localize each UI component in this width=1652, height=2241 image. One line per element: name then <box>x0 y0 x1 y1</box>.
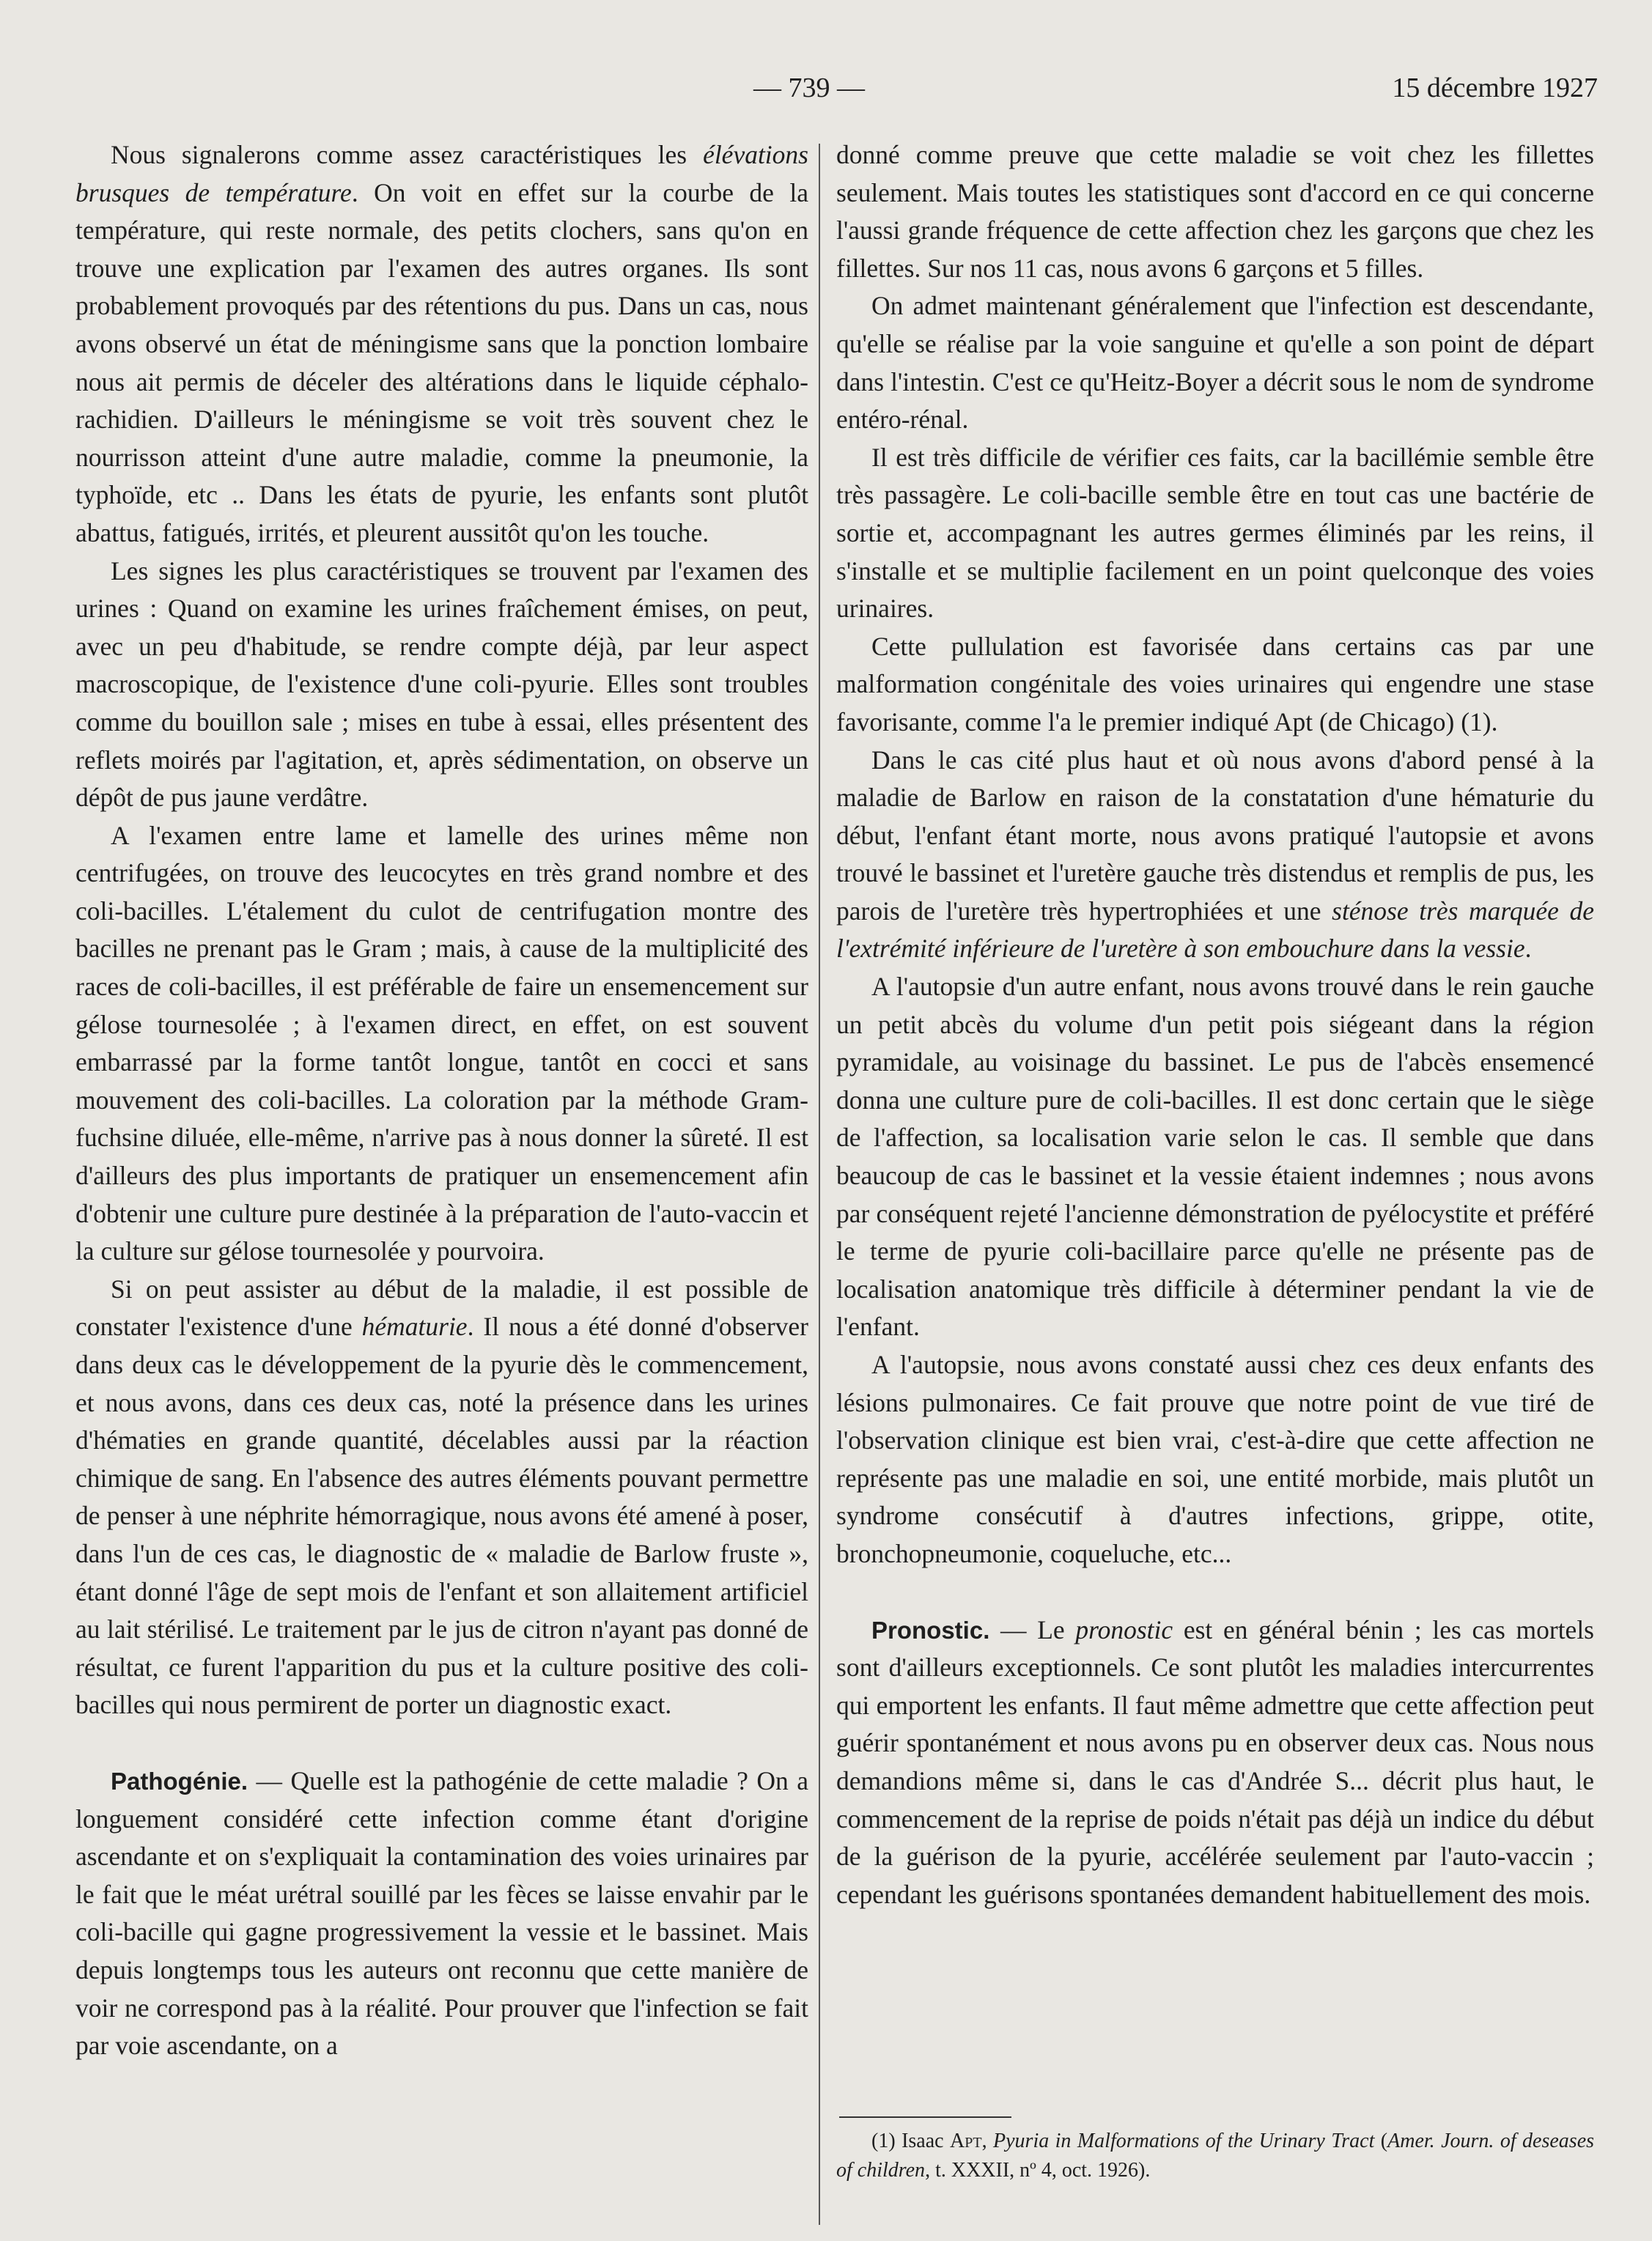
paragraph-hematuria: Si on peut assister au début de la maladie, il est possible de constater l'existence d'une hématurie. Il nous a été donné d'observer dans deux cas le développement de la pyurie dès le commencement, et nous avons, dans ces deux cas, noté la présence dans les urines d'hématies en grande quantité, décelables aussi par la réaction chimique de sang. En l'absence des autres éléments pouvant permettre de penser à une néphrite hémorragique, nous avons été amené à poser, dans l'un de ces cas, le diagnostic de « maladie de Barlow fruste », étant donné l'âge de sept mois de l'enfant et son allaitement artificiel au lait stérilisé. Le traitement par le jus de citron n'ayant pas donné de résultat, ce furent l'apparition du pus et la culture positive des coli-bacilles qui nous permirent de porter un diagnostic exact. <box>75 1274 808 1720</box>
paragraph-pathogenie: Pathogénie. — Quelle est la pathogénie de cette maladie ? On a longuement considéré cette infection comme étant d'origine ascendante et on s'expliquait la contamination des voies urinaires par le fait que le méat urétral souillé par les fèces se laisse envahir par le coli-bacille qui gagne progressivement la vessie et le bassinet. Mais depuis longtemps tous les auteurs ont reconnu que cette manière de voir ne correspond pas à la réalité. Pour prouver que l'infection se fait par voie ascendante, on a <box>75 1765 808 2061</box>
paragraph-descending-infection: On admet maintenant généralement que l'infection est descendante, qu'elle se réalise par la voie sanguine et qu'elle a son point de départ dans l'intestin. C'est ce qu'Heitz-Boyer a décrit sous le nom de syndrome entéro-rénal. <box>836 291 1594 435</box>
paragraph-urine-signs: Les signes les plus caractéristiques se trouvent par l'examen des urines : Quand on examine les urines fraîchement émises, on peut, avec un peu d'habitude, se rendre compte déjà, par leur aspect macroscopique, de l'existence d'une coli-pyurie. Elles sont troubles comme du bouillon sale ; mises en tube à essai, elles présentent des reflets moirés par l'agitation, et, après sédimentation, on observe un dépôt de pus jaune verdâtre. <box>75 555 808 813</box>
issue-date: 15 décembre 1927 <box>1392 73 1598 103</box>
section-heading: Pathogénie. <box>111 1767 248 1795</box>
paragraph-autopsy-abscess: A l'autopsie d'un autre enfant, nous avons trouvé dans le rein gauche un petit abcès du volume d'un petit pois siégeant dans la région pyramidale, au voisinage du bassinet. Le pus de l'abcès ensemencé donna une culture pure de coli-bacilles. Il est donc certain que le siège de l'affection, sa localisation varie selon le cas. Il semble que dans beaucoup de cas le bassinet et la vessie étaient indemnes ; nous avons par conséquent rejeté l'ancienne démonstration de pyélocystite et préféré le terme de pyurie coli-bacillaire parce qu'elle ne présente pas de localisation anatomique très difficile à déterminer pendant la vie de l'enfant. <box>836 972 1594 1342</box>
paragraph-pronostic: Pronostic. — Le pronostic est en général bénin ; les cas mortels sont d'ailleurs exceptionnels. Ce sont plutôt les maladies intercurrentes qui emportent les enfants. Il faut même admettre que cette affection peut guérir spontanément et nous avons pu en observer deux cas. Nous nous demandions même si, dans le cas d'Andrée S... décrit plus haut, le commencement de la reprise de poids n'était pas déjà un indice du début de la guérison de la pyurie, accélérée seulement par l'auto-vaccin ; cependant les guérisons spontanées demandent habituellement des mois. <box>836 1614 1594 1909</box>
paragraph-bacillemia: Il est très difficile de vérifier ces faits, car la bacillémie semble être très passagère. Le coli-bacille semble être en tout cas une bactérie de sortie et, accompagnant les autres germes éliminés par les reins, il s'installe et se multiplie facilement en un point quelconque des voies urinaires. <box>836 442 1594 624</box>
footnote: (1) Isaac Apt, Pyuria in Malformations of the Urinary Tract (Amer. Journ. of deseases of children, t. XXXII, nº 4, oct. 1926). <box>836 2130 1595 2182</box>
emphasis-text: sténose très marquée de l'extrémité inférieure de l'uretère à son embouchure dans la vessie <box>836 896 1594 964</box>
paragraph-autopsy-lungs: A l'autopsie, nous avons constaté aussi chez ces deux enfants des lésions pulmonaires. Ce fait prouve que notre point de vue tiré de l'observation clinique est bien vrai, c'est-à-dire que cette affection ne représente pas une maladie en soi, une entité morbide, mais plutôt un syndrome consécutif à d'autres infections, grippe, otite, bronchopneumonie, coqueluche, etc... <box>836 1350 1594 1568</box>
section-heading: Pronostic. <box>871 1616 990 1644</box>
footnote-title: Pyuria in Malformations of the Urinary Tract <box>993 2130 1375 2152</box>
footnote-rule <box>839 2116 1011 2118</box>
emphasis-text: hématurie <box>361 1312 468 1342</box>
paragraph-malformation: Cette pullulation est favorisée dans certains cas par une malformation congénitale des voies urinaires qui engendre une stase favorisante, comme l'a le premier indiqué Apt (de Chicago) (1). <box>836 631 1594 736</box>
emphasis-text: élévations brusques de température <box>75 140 808 207</box>
paragraph-microscopy: A l'examen entre lame et lamelle des urines même non centrifugées, on trouve des leucocytes en très grand nombre et des coli-bacilles. L'étalement du culot de centrifugation montre des bacilles ne prenant pas le Gram ; mais, à cause de la multiplicité des races de coli-bacilles, il est préférable de faire un ensemencement sur gélose tournesolée ; à l'examen direct, en effet, on est souvent embarrassé par la forme tantôt longue, tantôt en cocci et sans mouvement des coli-bacilles. La coloration par la méthode Gram-fuchsine diluée, elle-même, n'arrive pas à nous donner la sûreté. Il est d'ailleurs des plus importants de pratiquer un ensemencement afin d'obtenir une culture pure destinée à la préparation de l'auto-vaccin et la culture sur gélose tournesolée y pourvoira. <box>75 820 808 1266</box>
paragraph-autopsy-barlow: Dans le cas cité plus haut et où nous avons d'abord pensé à la maladie de Barlow en raison de la constatation d'une hématurie du début, l'enfant étant morte, nous avons pratiqué l'autopsie et avons trouvé le bassinet et l'uretère gauche très distendus et remplis de pus, les parois de l'uretère très hypertrophiées et une sténose très marquée de l'extrémité inférieure de l'uretère à son embouchure dans la vessie. <box>836 745 1594 964</box>
emphasis-text: pronostic <box>1075 1614 1173 1644</box>
right-column <box>836 136 1594 1913</box>
column-divider <box>819 144 820 2225</box>
left-column <box>75 136 808 2065</box>
paragraph-statistics: donné comme preuve que cette maladie se voit chez les fillettes seulement. Mais toutes les statistiques sont d'accord en ce qui concerne l'aussi grande fréquence de cette affection chez les garçons que chez les fillettes. Sur nos 11 cas, nous avons 6 garçons et 5 filles. <box>836 140 1594 283</box>
footnote-author: Apt <box>950 2130 982 2152</box>
page-number: — 739 — <box>753 73 865 103</box>
footnote-journal: Amer. Journ. of deseases of children <box>836 2130 1595 2182</box>
page-header <box>733 72 1598 116</box>
paragraph-temperature: Nous signalerons comme assez caractéristiques les élévations brusques de température. On voit en effet sur la courbe de la température, qui reste normale, des petits clochers, sans qu'on en trouve une explication par l'examen des autres organes. Ils sont probablement provoqués par des rétentions du pus. Dans un cas, nous avons observé un état de méningisme sans que la ponction lombaire nous ait permis de déceler des altérations dans le liquide céphalo-rachidien. D'ailleurs le méningisme se voit très souvent chez le nourrisson atteint d'une autre maladie, comme la pneumonie, la typhoïde, etc .. Dans les états de pyurie, les enfants sont plutôt abattus, fatigués, irrités, et pleurent aussitôt qu'on les touche. <box>75 140 809 547</box>
